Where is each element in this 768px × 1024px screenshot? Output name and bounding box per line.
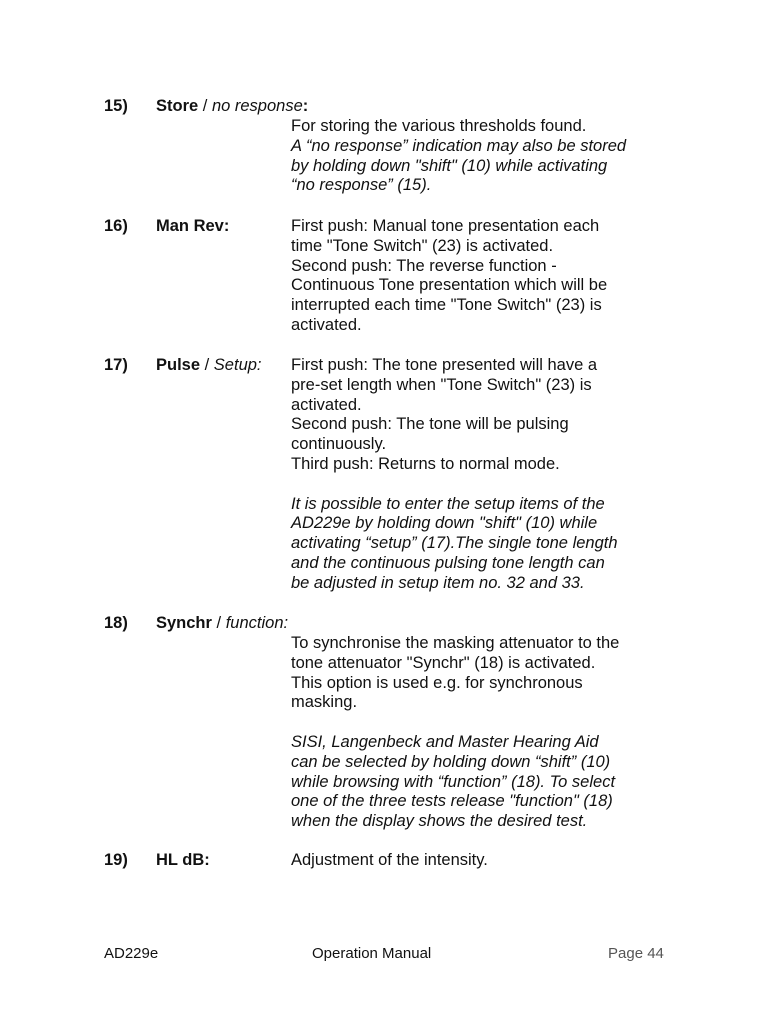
item-body — [291, 851, 691, 871]
body-line: A “no response” indication may also be stored — [291, 136, 627, 155]
body-line: This option is used e.g. for synchronous — [291, 673, 583, 692]
item-number: 15) — [104, 97, 128, 115]
body-line: It is possible to enter the setup items of the — [291, 494, 605, 513]
item-title-separator: / — [211, 614, 226, 632]
body-line: First push: The tone presented will have a — [291, 356, 598, 374]
item-title-separator: / — [198, 97, 212, 115]
paragraph-gap — [291, 713, 691, 733]
footer-manual-title: Operation Manual — [312, 945, 432, 962]
item-title-separator: / — [200, 356, 214, 374]
item-body — [291, 117, 691, 196]
item-title — [156, 851, 210, 870]
body-line: continuously. — [291, 435, 387, 454]
item-title-bold: HL dB: — [156, 851, 210, 869]
item-number: 17) — [104, 356, 128, 374]
item-number: 18) — [104, 614, 128, 632]
item-title-italic: no response — [211, 97, 303, 115]
body-line: activated. — [291, 315, 362, 334]
body-line: activating “setup” (17).The single tone length — [291, 534, 618, 553]
body-line: To synchronise the masking attenuator to the — [291, 634, 620, 652]
item-title-bold: Synchr — [156, 614, 212, 632]
body-line: Continuous Tone presentation which will be — [291, 276, 608, 295]
body-line: “no response” (15). — [291, 176, 432, 195]
body-line: pre-set length when "Tone Switch" (23) is — [291, 375, 592, 394]
body-line: while browsing with “function” (18). To select — [291, 772, 616, 791]
item-title-bold: Pulse — [156, 356, 201, 374]
body-line: AD229e by holding down "shift" (10) while — [291, 514, 598, 533]
item-body — [291, 634, 691, 832]
body-line: masking. — [291, 693, 358, 712]
item-title — [156, 97, 308, 116]
body-line: by holding down "shift" (10) while activating — [291, 156, 608, 175]
item-number: 19) — [104, 851, 128, 869]
item-title-bold: Man Rev: — [156, 217, 230, 235]
body-line: Adjustment of the intensity. — [291, 851, 488, 869]
body-line: and the continuous pulsing tone length can — [291, 553, 605, 572]
body-line: Second push: The reverse function - — [291, 256, 557, 275]
item-title — [156, 217, 229, 236]
item-title-colon: : — [302, 97, 309, 115]
footer-model: AD229e — [104, 945, 159, 962]
body-line: activated. — [291, 395, 362, 414]
body-line: when the display shows the desired test. — [291, 812, 588, 831]
item-body — [291, 356, 691, 594]
body-line: can be selected by holding down “shift” (10) — [291, 752, 611, 771]
body-line: Second push: The tone will be pulsing — [291, 415, 569, 434]
body-line: Third push: Returns to normal mode. — [291, 454, 560, 473]
paragraph-gap — [291, 475, 691, 495]
item-title — [156, 614, 288, 633]
footer-page-number: Page 44 — [608, 945, 664, 962]
body-line: interrupted each time "Tone Switch" (23) is — [291, 296, 602, 315]
body-line: SISI, Langenbeck and Master Hearing Aid — [291, 732, 599, 751]
body-line: be adjusted in setup item no. 32 and 33. — [291, 573, 585, 592]
body-line: For storing the various thresholds found. — [291, 117, 587, 135]
item-title-italic: Setup: — [213, 356, 262, 374]
body-line: First push: Manual tone presentation each — [291, 217, 600, 235]
body-line: one of the three tests release "function" (18) — [291, 792, 613, 811]
item-title-bold: Store — [156, 97, 199, 115]
body-line: time "Tone Switch" (23) is activated. — [291, 236, 554, 255]
item-title-italic: function: — [225, 614, 289, 632]
item-number: 16) — [104, 217, 128, 235]
body-line: tone attenuator "Synchr" (18) is activated. — [291, 653, 596, 672]
item-body — [291, 217, 691, 336]
item-title — [156, 356, 262, 375]
